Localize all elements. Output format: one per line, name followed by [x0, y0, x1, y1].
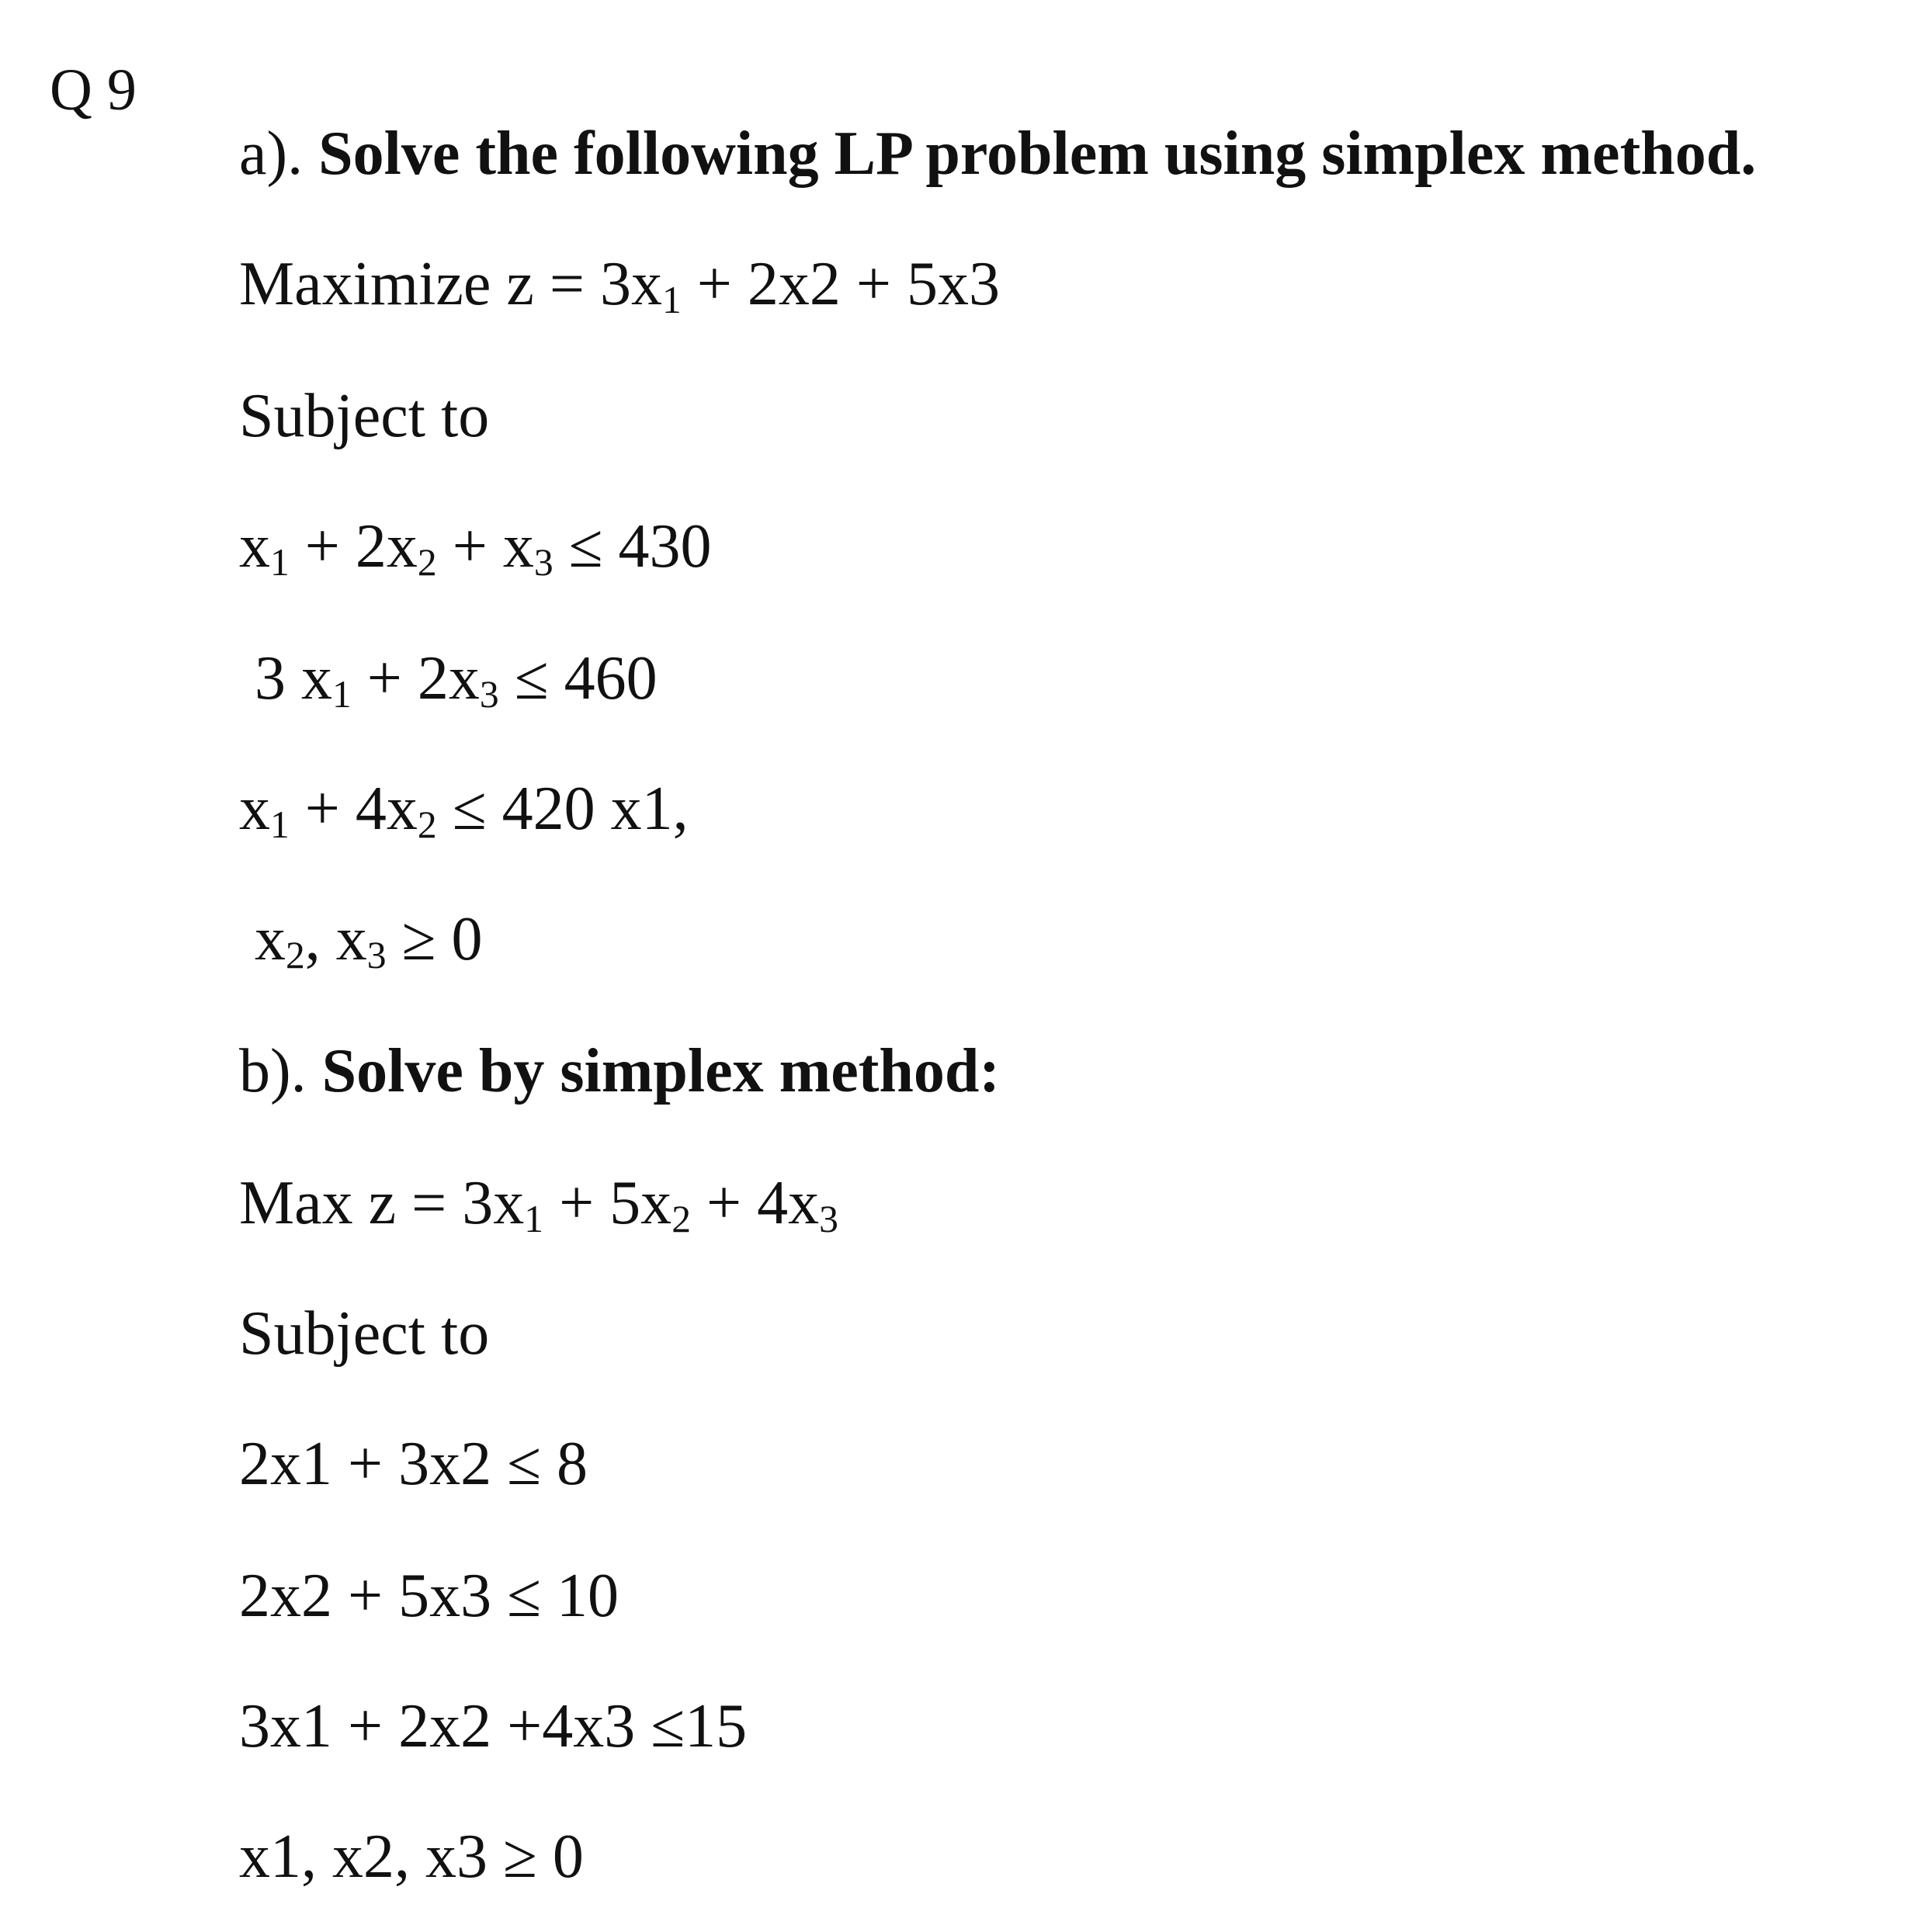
subscript: 1 — [524, 1197, 544, 1240]
subscript: 3 — [479, 672, 499, 716]
part-a-objective — [239, 250, 1000, 321]
math-text: x — [255, 905, 286, 973]
math-text: + 5x — [543, 1169, 672, 1237]
math-text: + 2x2 + 5x3 — [681, 250, 1000, 318]
part-a-constraint-2 — [255, 644, 658, 716]
math-text: , x — [304, 905, 367, 973]
part-b-heading-text: Solve by simplex method: — [321, 1037, 1000, 1105]
math-text: Maximize z = 3x — [239, 250, 662, 318]
part-b-constraint-2 — [239, 1562, 619, 1630]
subscript: 3 — [819, 1197, 838, 1240]
math-text: ≥ 0 — [386, 905, 483, 973]
part-b-subject-to: Subject to — [239, 1299, 490, 1368]
part-a-prefix: a). — [239, 120, 304, 188]
subscript: 2 — [671, 1197, 691, 1240]
math-text: x — [239, 512, 270, 581]
subscript: 1 — [270, 540, 290, 584]
math-text: 2x1 + 3x2 ≤ 8 — [239, 1430, 588, 1498]
math-text: + 4x — [289, 775, 418, 843]
part-b-constraint-1 — [239, 1430, 588, 1498]
part-a-constraint-4 — [255, 905, 483, 976]
part-a-heading-text: Solve the following LP problem using simplex method. — [318, 120, 1757, 188]
subscript: 1 — [661, 278, 682, 321]
math-text: + 2x — [351, 644, 480, 713]
part-a-subject-to: Subject to — [239, 382, 490, 450]
math-text: + 4x — [690, 1169, 820, 1237]
math-text: ≤ 430 — [553, 512, 712, 581]
subscript: 3 — [366, 933, 387, 976]
math-text: + 2x — [289, 512, 418, 581]
math-text: x — [239, 775, 270, 843]
math-text: + x — [436, 512, 534, 581]
subscript: 2 — [417, 540, 437, 584]
math-text: 3x1 + 2x2 +4x3 ≤15 — [239, 1692, 748, 1760]
part-a-constraint-1 — [239, 512, 712, 584]
subscript: 2 — [286, 933, 305, 976]
math-text: ≤ 420 x1, — [436, 775, 689, 843]
question-number: Q 9 — [50, 57, 137, 123]
part-b-constraint-4 — [239, 1823, 584, 1891]
part-a-heading — [239, 120, 1757, 188]
subscript: 1 — [332, 672, 352, 716]
part-b-constraint-3 — [239, 1692, 748, 1760]
part-a-constraint-3 — [239, 775, 689, 846]
math-text: ≤ 460 — [498, 644, 658, 713]
math-text: 2x2 + 5x3 ≤ 10 — [239, 1562, 619, 1630]
math-text: 3 x — [255, 644, 332, 713]
math-text: x1, x2, x3 ≥ 0 — [239, 1823, 584, 1891]
subscript: 3 — [533, 540, 554, 584]
part-b-heading — [239, 1037, 1000, 1105]
math-text: Max z = 3x — [239, 1169, 525, 1237]
part-b-objective — [239, 1169, 838, 1240]
subscript: 1 — [270, 803, 290, 846]
part-b-prefix: b). — [239, 1037, 307, 1105]
subscript: 2 — [417, 803, 437, 846]
